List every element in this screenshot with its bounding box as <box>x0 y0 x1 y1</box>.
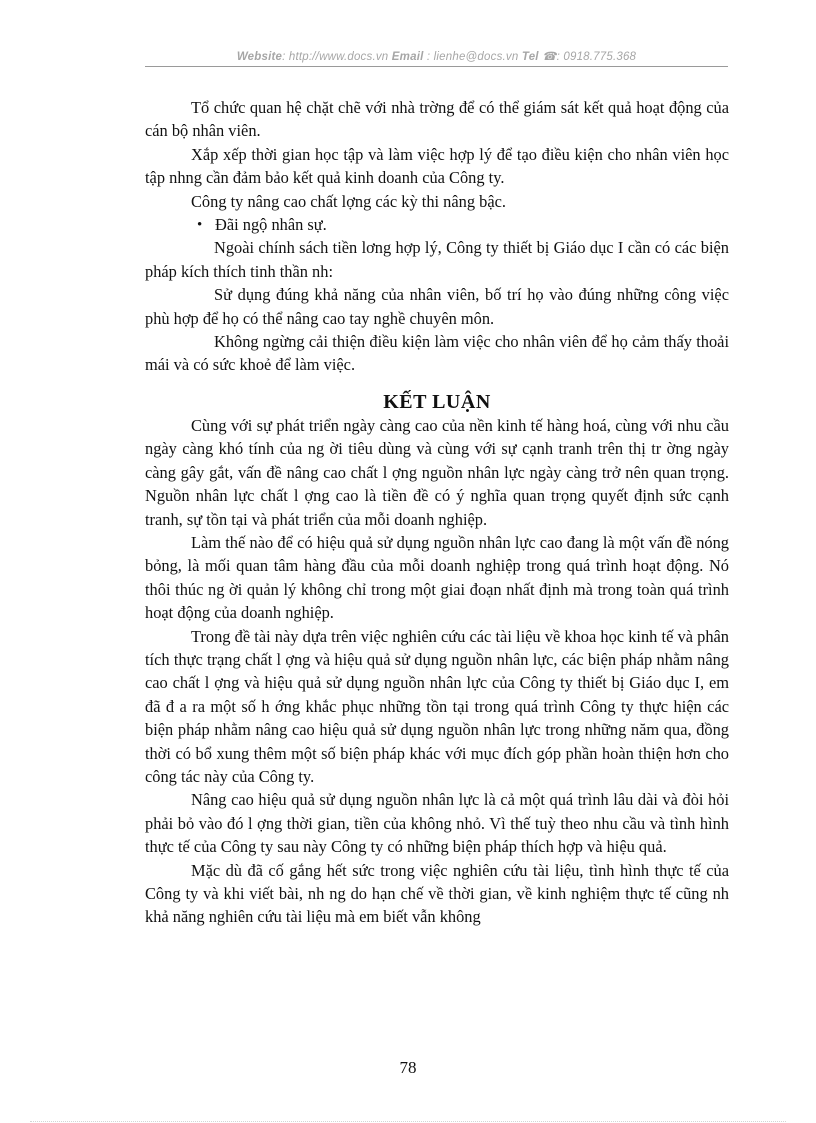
section-title: KẾT LUẬN <box>383 390 491 413</box>
page-number: 78 <box>399 1058 417 1077</box>
paragraph: Xắp xếp thời gian học tập và làm việc hợp lý để tạo điều kiện cho nhân viên học tập nhng cần đảm bảo kết quả kinh doanh của Công ty. <box>145 144 729 188</box>
paragraph: Mặc dù đã cố gắng hết sức trong việc nghiên cứu tài liệu, tình hình thực tế của Công ty và khi viết bài, nh ng do hạn chế về thời gian, về kinh nghiệm thực tế cũng nh khả năng nghiên cứu tài liệu mà em biết vẫn không <box>145 860 729 927</box>
email-label: Email <box>391 51 424 63</box>
email-value[interactable]: : lienhe@docs.vn <box>423 51 519 63</box>
bullet-text: Đãi ngộ nhân sự. <box>215 215 327 235</box>
page-header <box>145 49 728 63</box>
header-divider <box>145 66 728 67</box>
paragraph: Tổ chức quan hệ chặt chẽ với nhà trờng để có thể giám sát kết quả hoạt động của cán bộ nhân viên. <box>145 98 729 141</box>
bullet-icon: • <box>197 217 203 234</box>
bullet-item <box>145 213 729 236</box>
website-label: Website <box>236 51 283 63</box>
paragraph: Trong đề tài này dựa trên việc nghiên cứu các tài liệu về khoa học kinh tế và phân tích thực trạng chất l ợng và hiệu quả sử dụng nguồn nhân lực, các biện pháp nhằm nâng cao chất l ợng và hiệu quả sử dụng nguồn nhân lực của Công ty thiết bị Giáo dục I, em đã đ a ra một số h ớng khắc phục những tồn tại trong quá trình Công ty thực hiện các biện pháp nhằm nâng cao hiệu quả sử dụng nguồn nhân lực trong những năm qua, đồng thời có bổ xung thêm một số biện pháp khác với mục đích góp phần hoàn thiện hơn cho công tác này của Công ty. <box>145 626 729 786</box>
tel-label: Tel <box>521 51 539 63</box>
paragraph: Cùng với sự phát triển ngày càng cao của nền kinh tế hàng hoá, cùng với nhu cầu ngày càng khó tính của ng ời tiêu dùng và cùng với sự cạnh tranh trên thị tr ờng ngày càng gây gắt, vấn đề nâng cao chất l ợng nguồn nhân lực ngày càng trở nên quan trọng. Nguồn nhân lực chất l ợng cao là tiền đề có ý nghĩa quan trọng quyết định sức cạnh tranh, sự tồn tại và phát triển của mỗi doanh nghiệp. <box>145 415 729 529</box>
document-body <box>145 96 729 929</box>
website-value[interactable]: : http://www.docs.vn <box>282 51 389 63</box>
paragraph: Làm thế nào để có hiệu quả sử dụng nguồn nhân lực cao đang là một vấn đề nóng bỏng, là mối quan tâm hàng đầu của mỗi doanh nghiệp trong quá trình hoạt động. Nó thôi thúc ng ời quản lý không chỉ trong một giai đoạn nhất định mà trong toàn quá trình hoạt động của doanh nghiệp. <box>145 532 729 623</box>
paragraph: Công ty nâng cao chất lợng các kỳ thi nâng bậc. <box>191 191 506 211</box>
paragraph: Ngoài chính sách tiền lơng hợp lý, Công ty thiết bị Giáo dục I cần có các biện pháp kích thích tinh thần nh: <box>145 238 729 281</box>
paragraph: Sử dụng đúng khả năng của nhân viên, bố trí họ vào đúng những công việc phù hợp để họ có thể nâng cao tay nghề chuyên môn. <box>145 285 729 328</box>
paragraph: Không ngừng cải thiện điều kiện làm việc cho nhân viên để họ cảm thấy thoải mái và có sức khoẻ để làm việc. <box>145 332 729 375</box>
footer-divider <box>30 1121 786 1122</box>
tel-value: ☎: 0918.775.368 <box>538 51 637 63</box>
paragraph: Nâng cao hiệu quả sử dụng nguồn nhân lực là cả một quá trình lâu dài và đòi hỏi phải bỏ vào đó l ợng thời gian, tiền của không nhỏ. Vì thế tuỳ theo nhu cầu và tình hình thực tế của Công ty sau này Công ty có những biện pháp thích hợp và hiệu quả. <box>145 790 729 857</box>
